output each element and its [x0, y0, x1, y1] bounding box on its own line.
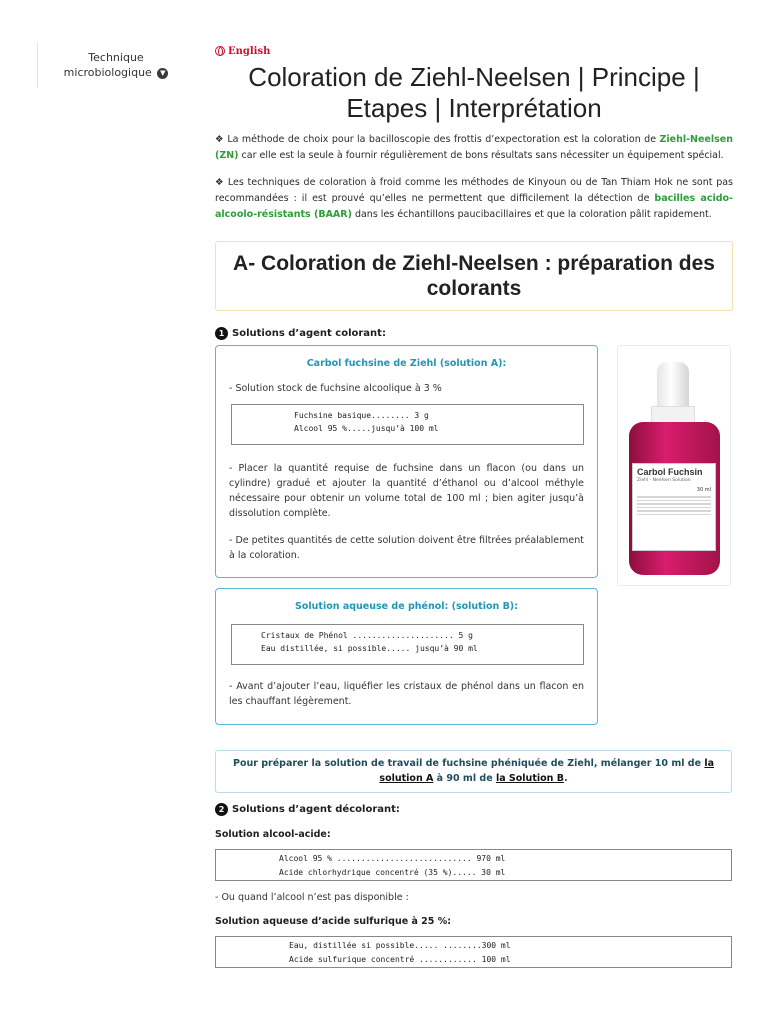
solution-a-paragraph-1: - Placer la quantité requise de fuchsine dans un flacon (ou dans un cylindre) gradué et ajouter la quantité d’éthanol ou d’alcool méthyle nécessaire pour obtenir un volume total de 100 ml ; bien agiter jusqu’à dissolution complète.: [229, 463, 584, 519]
intro-paragraph-2: ❖ Les techniques de coloration à froid comme les méthodes de Kinyoun ou de Tan Thiam Hok ne sont pas recommandées : il est prouvé qu’elles ne permettent que difficilement la détection de bacilles acido-alcoolo-résistants (BAAR) dans les échantillons paucibacillaires et que la coloration pâlit rapidement.: [215, 177, 733, 220]
bottle-label-title: Carbol Fuchsin: [637, 467, 703, 477]
zn-link[interactable]: Ziehl-Neelsen (ZN): [215, 134, 733, 161]
sidebar-label-line2: microbiologique: [63, 66, 152, 79]
solution-b-recipe: Cristaux de Phénol ..................... 5 g Eau distillée, si possible..... jusqu’à 90 ml: [231, 624, 584, 665]
article-content: [215, 42, 733, 340]
sulfurique-recipe: Eau, distillée si possible..... ........300 ml Acide sulfurique concentré ............ 100 ml: [215, 936, 732, 968]
sulfurique-title: Solution aqueuse d’acide sulfurique à 25 %:: [215, 916, 452, 927]
page-title: Coloration de Ziehl-Neelsen | Principe | Etapes | Interprétation: [248, 62, 700, 123]
sidebar-label-line1: Technique: [88, 51, 144, 64]
solution-a-box: [215, 345, 598, 578]
step-1-heading: [215, 327, 733, 340]
step-2-heading: [215, 803, 732, 816]
bottle-cap: [657, 362, 689, 408]
carbol-fuchsin-bottle-image: [617, 345, 731, 586]
step-2-label: Solutions d’agent décolorant:: [232, 804, 400, 815]
bottle-label-subtitle: Ziehl - Neelsen Solution: [637, 478, 691, 483]
working-solution-note: Pour préparer la solution de travail de fuchsine phéniquée de Ziehl, mélanger 10 ml de la solution A à 90 ml de la Solution B.: [215, 750, 732, 793]
step-1-label: Solutions d’agent colorant:: [232, 328, 386, 339]
language-label: English: [228, 45, 271, 57]
alcool-acide-recipe: Alcool 95 % ............................ 970 ml Acide chlorhydrique concentré (35 %)..... 30 ml: [215, 849, 732, 881]
solution-b-link[interactable]: la Solution B: [495, 773, 564, 784]
alternative-text: - Ou quand l’alcool n’est pas disponible :: [215, 892, 409, 903]
solution-a-line1: - Solution stock de fuchsine alcoolique à 3 %: [229, 383, 442, 394]
solution-a-link[interactable]: la solution A: [379, 758, 715, 784]
solution-b-title: Solution aqueuse de phénol: (solution B):: [295, 601, 518, 612]
alcool-acide-title: Solution alcool-acide:: [215, 829, 331, 840]
chevron-down-icon[interactable]: ▼: [157, 68, 168, 79]
sidebar-category[interactable]: [37, 42, 194, 88]
baar-link[interactable]: bacilles acido-alcoolo-résistants (BAAR): [215, 193, 733, 220]
intro-text: [215, 132, 733, 223]
language-link[interactable]: [215, 42, 733, 60]
section-heading-a: A- Coloration de Ziehl-Neelsen : préparation des colorants: [215, 241, 733, 311]
step-number-2: 2: [215, 803, 228, 816]
solution-a-title: Carbol fuchsine de Ziehl (solution A):: [306, 358, 507, 369]
bottle-label: [632, 463, 716, 551]
step-number-1: 1: [215, 327, 228, 340]
solution-b-box: [215, 588, 598, 725]
solution-b-paragraph-1: - Avant d’ajouter l’eau, liquéfier les cristaux de phénol dans un flacon en les chauffant légèrement.: [229, 681, 584, 707]
globe-icon: [215, 46, 225, 56]
intro-paragraph-1: ❖ La méthode de choix pour la bacilloscopie des frottis d’expectoration est la coloration de Ziehl-Neelsen (ZN) car elle est la seule à fournir régulièrement de bons résultats sans nécessiter un équipement spécial.: [215, 134, 733, 161]
solution-a-paragraph-2: - De petites quantités de cette solution doivent être filtrées préalablement à la coloration.: [229, 535, 584, 561]
bottle-label-volume: 30 ml: [696, 487, 711, 493]
decolorant-section: [215, 803, 732, 968]
solution-a-recipe: Fuchsine basique........ 3 g Alcool 95 %.....jusqu’à 100 ml: [231, 404, 584, 445]
